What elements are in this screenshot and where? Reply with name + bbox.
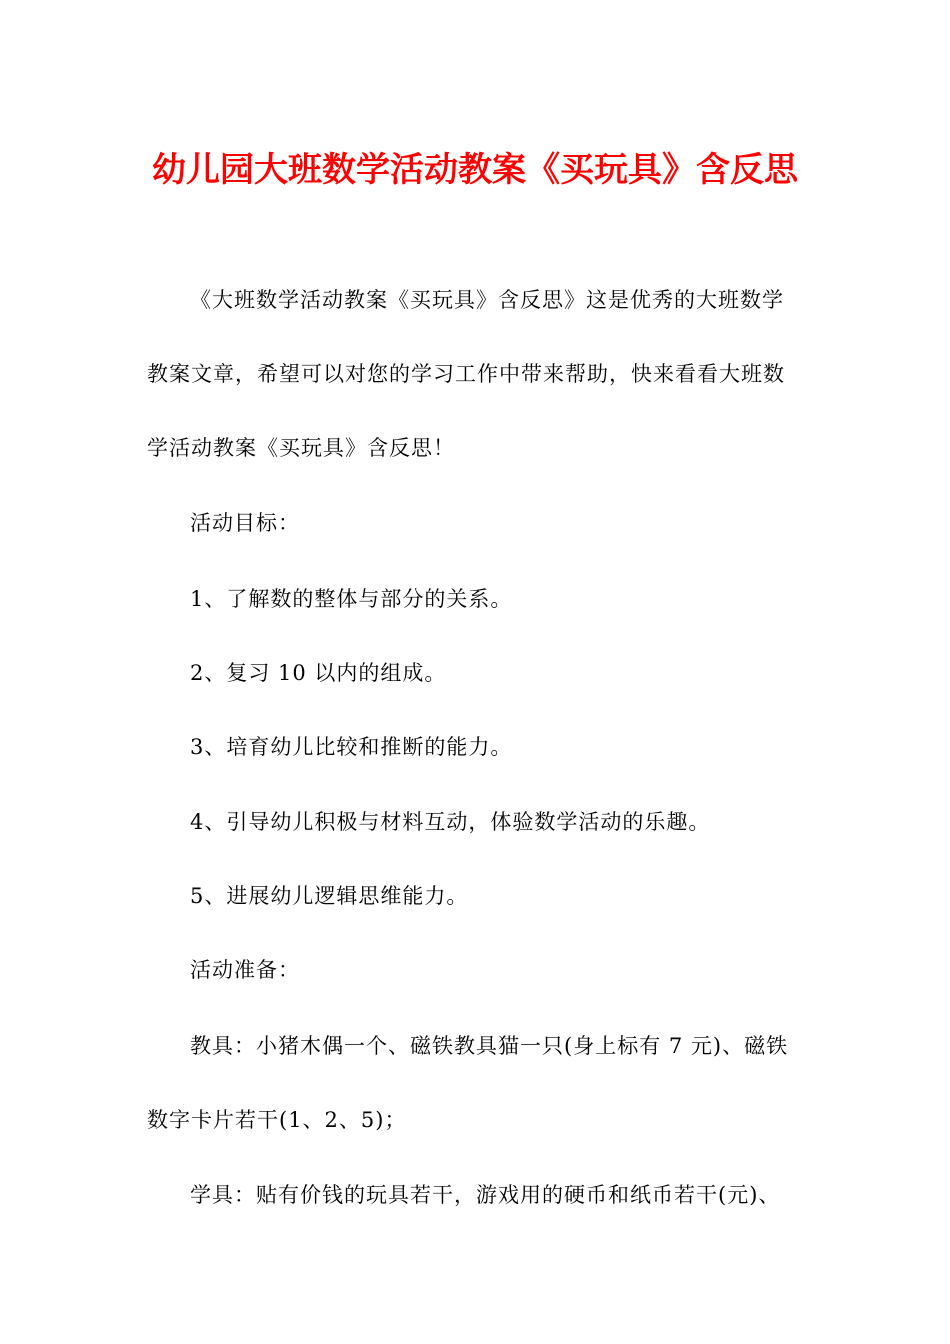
section-heading: 活动准备： [190,958,300,982]
list-item: 2、复习 10 以内的组成。 [190,661,447,685]
paragraph-line: 数字卡片若干(1、2、5)； [147,1108,407,1132]
paragraph-line: 教具：小猪木偶一个、磁铁教具猫一只(身上标有 7 元)、磁铁 [190,1034,789,1058]
section-heading: 活动目标： [190,511,300,535]
list-item: 3、培育幼儿比较和推断的能力。 [190,735,513,759]
paragraph-line: 学具：贴有价钱的玩具若干，游戏用的硬币和纸币若干(元)、 [190,1183,781,1207]
paragraph-line: 《大班数学活动教案《买玩具》含反思》这是优秀的大班数学 [190,288,784,312]
list-item: 4、引导幼儿积极与材料互动，体验数学活动的乐趣。 [190,810,711,834]
document-title: 幼儿园大班数学活动教案《买玩具》含反思 [152,150,798,190]
list-item: 5、进展幼儿逻辑思维能力。 [190,884,469,908]
paragraph-line: 教案文章，希望可以对您的学习工作中带来帮助，快来看看大班数 [147,362,785,386]
paragraph-line: 学活动教案《买玩具》含反思！ [147,436,455,460]
list-item: 1、了解数的整体与部分的关系。 [190,587,513,611]
